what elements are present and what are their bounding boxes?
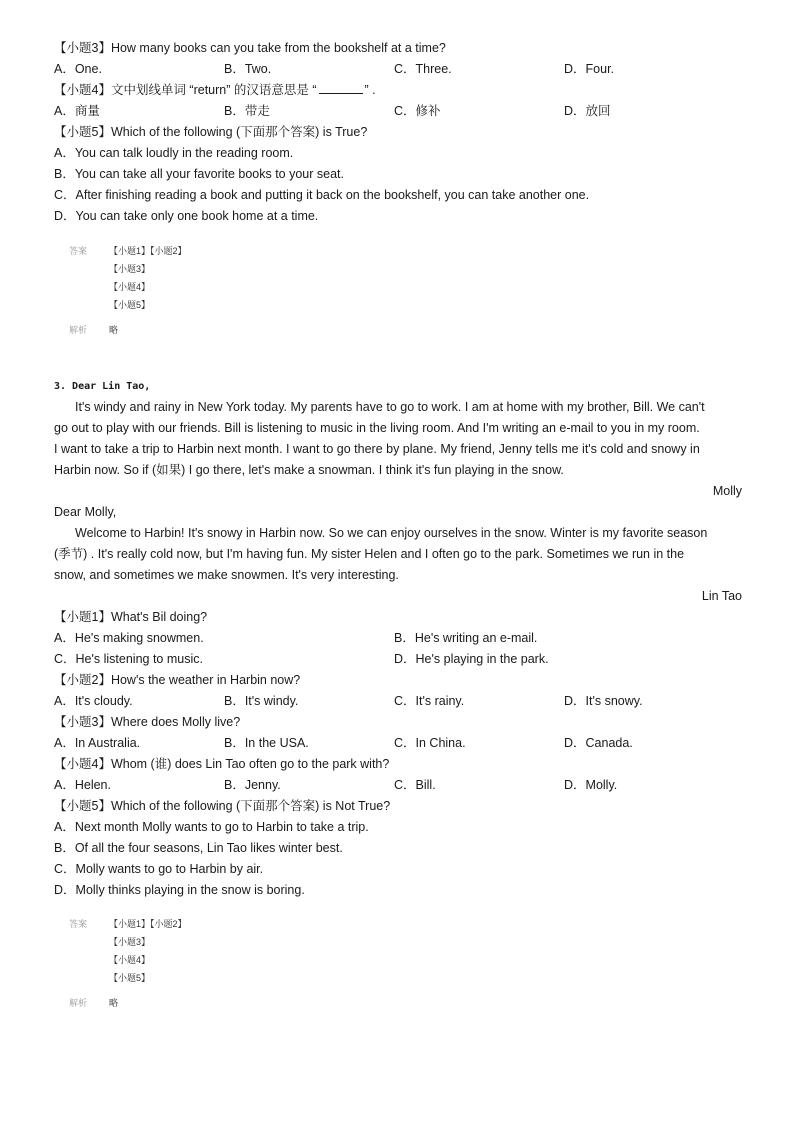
option-a: A．You can talk loudly in the reading room. (54, 146, 294, 160)
option-d: D．He's playing in the park. (394, 652, 549, 666)
q4-prompt: 【小题4】文中划线单词 “return” 的汉语意思是 “ (54, 83, 317, 97)
analysis-value: 略 (109, 998, 119, 1008)
option-d: D．放回 (564, 104, 611, 118)
option-d: D．It's snowy. (564, 694, 643, 708)
option-a: A．Next month Molly wants to go to Harbin to take a trip. (54, 820, 369, 834)
q3-sub1-options-row1 (54, 628, 742, 649)
answer-line: 【小题4】 (109, 282, 151, 292)
paragraph-line: It's windy and rainy in New York today. My parents have to go to work. I am at home with my brother, Bill. We can't (75, 400, 705, 414)
q3-subquestion-5: 【小题5】Which of the following (下面那个答案) is Not True? (54, 799, 391, 813)
option-a: A．商量 (54, 104, 100, 118)
q3-sub4-options (54, 775, 742, 796)
paragraph-line: I want to take a trip to Harbin next month. I want to go there by plane. My friend, Jenny tells me it's cold and snowy in (54, 442, 700, 456)
option-a: A．It's cloudy. (54, 694, 133, 708)
analysis-value: 略 (109, 325, 119, 335)
option-c: C．Bill. (394, 778, 436, 792)
option-c: C．In China. (394, 736, 466, 750)
option-b: B．Two. (224, 62, 272, 76)
paragraph-line: Harbin now. So if (如果) I go there, let's make a snowman. I think it's fun playing in the snow. (54, 463, 564, 477)
option-b: B．带走 (224, 104, 270, 118)
option-d: D．Four. (564, 62, 615, 76)
signature-molly: Molly (712, 484, 742, 498)
signature-lin-tao: Lin Tao (701, 589, 742, 603)
answer-label: 答案 (69, 246, 88, 256)
paragraph-line: snow, and sometimes we make snowmen. It's very interesting. (54, 568, 399, 582)
answer-line: 【小题4】 (109, 955, 151, 965)
option-d: D．Molly thinks playing in the snow is boring. (54, 883, 305, 897)
option-b: B．You can take all your favorite books to your seat. (54, 167, 344, 181)
option-b: B．It's windy. (224, 694, 299, 708)
option-b: B．Of all the four seasons, Lin Tao likes winter best. (54, 841, 343, 855)
answer-line: 【小题5】 (109, 300, 151, 310)
option-a: A．He's making snowmen. (54, 631, 204, 645)
q4-prompt-end: ” . (364, 83, 376, 97)
answer-line: 【小题5】 (109, 973, 151, 983)
greeting-dear-molly: Dear Molly, (54, 505, 117, 519)
q3-subquestion-1: 【小题1】What's Bil doing? (54, 610, 208, 624)
option-a: A．In Australia. (54, 736, 141, 750)
q3-subquestion-2: 【小题2】How's the weather in Harbin now? (54, 673, 301, 687)
option-c: C．Molly wants to go to Harbin by air. (54, 862, 264, 876)
option-c: C．He's listening to music. (54, 652, 203, 666)
q3-subquestion-4: 【小题4】Whom (谁) does Lin Tao often go to the park with? (54, 757, 390, 771)
option-a: A．Helen. (54, 778, 111, 792)
q2-subquestion-5: 【小题5】Which of the following (下面那个答案) is True? (54, 125, 368, 139)
answer-line: 【小题1】【小题2】 (109, 246, 187, 256)
question-3-heading: 3. Dear Lin Tao, (54, 381, 151, 392)
paragraph-line: Welcome to Harbin! It's snowy in Harbin now. So we can enjoy ourselves in the snow. Winter is my favorite season (75, 526, 708, 540)
q2-sub4-options (54, 101, 742, 122)
q2-subquestion-4 (54, 80, 376, 101)
q3-sub3-options (54, 733, 742, 754)
option-c: C．It's rainy. (394, 694, 465, 708)
letter-lin-tao (54, 523, 742, 586)
option-c: C．修补 (394, 104, 441, 118)
answer-line: 【小题1】【小题2】 (109, 919, 187, 929)
answer-line: 【小题3】 (109, 264, 151, 274)
option-d: D．Molly. (564, 778, 618, 792)
q3-sub1-options-row2 (54, 649, 742, 670)
q2-subquestion-3: 【小题3】How many books can you take from the bookshelf at a time? (54, 41, 446, 55)
option-b: B．He's writing an e-mail. (394, 631, 538, 645)
analysis-label: 解析 (69, 998, 88, 1008)
fill-blank (319, 80, 363, 94)
option-d: D．You can take only one book home at a time. (54, 209, 319, 223)
q3-sub2-options (54, 691, 742, 712)
answer-line: 【小题3】 (109, 937, 151, 947)
letter-molly (54, 397, 742, 481)
option-b: B．Jenny. (224, 778, 281, 792)
paragraph-line: go out to play with our friends. Bill is listening to music in the living room. And I'm writing an e-mail to you in my room. (54, 421, 700, 435)
paragraph-line: (季节) . It's really cold now, but I'm having fun. My sister Helen and I often go to the park. Sometimes we run in the (54, 547, 685, 561)
q3-subquestion-3: 【小题3】Where does Molly live? (54, 715, 241, 729)
option-b: B．In the USA. (224, 736, 309, 750)
option-c: C．Three. (394, 62, 452, 76)
option-d: D．Canada. (564, 736, 633, 750)
option-a: A．One. (54, 62, 102, 76)
option-c: C．After finishing reading a book and putting it back on the bookshelf, you can take another one. (54, 188, 590, 202)
q2-sub3-options (54, 59, 742, 80)
analysis-label: 解析 (69, 325, 88, 335)
answer-label: 答案 (69, 919, 88, 929)
